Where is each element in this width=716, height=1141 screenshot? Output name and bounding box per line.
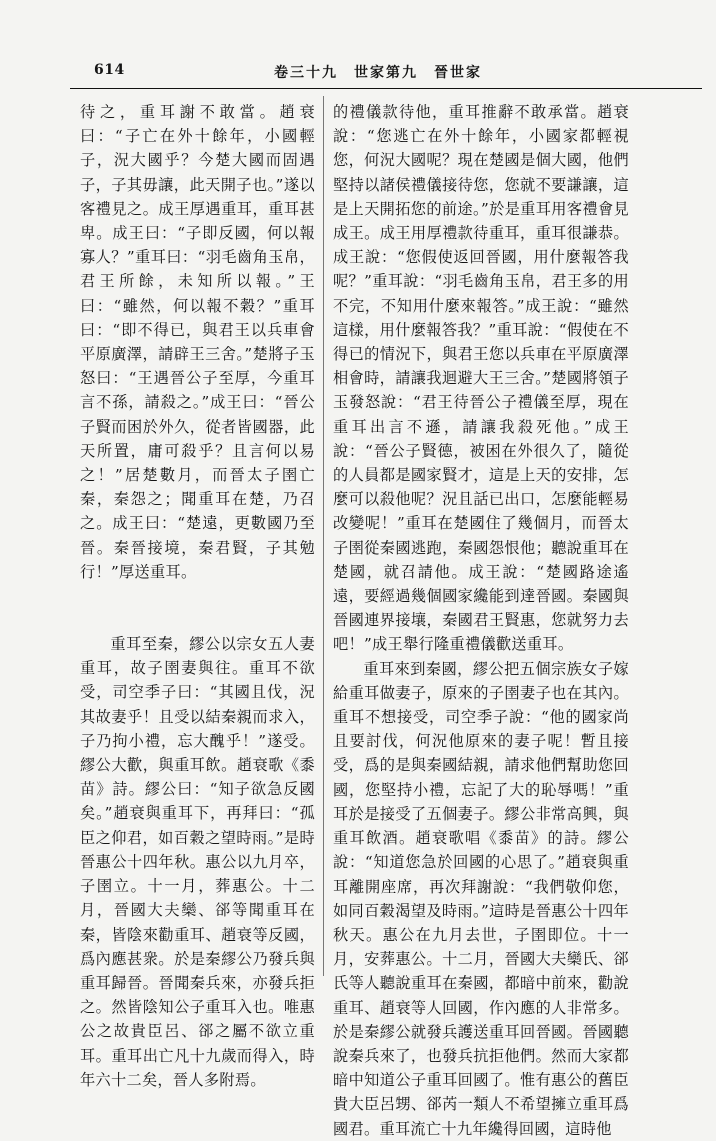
page-number: 614 [94, 62, 125, 78]
translation-paragraph: 重耳來到秦國，繆公把五個宗族女子嫁給重耳做妻子，原來的子圉妻子也在其內。重耳不想接受，司空季子說：“他的國家尚且要討伐，何況他原來的妻子呢！暫且接受，爲的是與秦國結親，請求他們幫助您回國，您堅持小禮，忘記了大的恥辱嗎！”重耳於是接受了五個妻子。繆公非常高興，與重耳飲酒。趙衰歌唱《黍苗》的詩。繆公說：“知道您急於回國的心思了。”趙衰與重耳離開座席，再次拜謝說：“我們敬仰您，如同百穀渴望及時雨。”這時是晉惠公十四年秋天。惠公在九月去世，子圉即位。十一月，安葬惠公。十二月，晉國大夫欒氏、郤氏等人聽說重耳在秦國，都暗中前來，勸說重耳、趙衰等人回國，作內應的人非常多。於是秦繆公就發兵護送重耳回晉國。晉國聽說秦兵來了，也發兵抗拒他們。然而大家都暗中知道公子重耳回國了。惟有惠公的舊臣貴大臣呂甥、郤芮一類人不希望擁立重耳爲國君。重耳流亡十九年纔得回國，這時他 [333, 659, 629, 1138]
running-header: 卷三十九 世家第九 晉世家 [274, 65, 482, 81]
classical-paragraph: 重耳至秦，繆公以宗女五人妻重耳，故子圉妻與往。重耳不欲受，司空季子曰：“其國且伐，況其故妻乎！且受以結秦親而求入，子乃拘小禮，忘大醜乎！”遂受。繆公大歡，與重耳飲。趙衰歌《黍苗》詩。繆公曰：“知子欲急反國矣。”趙衰與重耳下，再拜曰：“孤臣之仰君，如百穀之望時雨。”是時晉惠公十四年秋。惠公以九月卒，子圉立。十一月，葬惠公。十二月，晉國大夫欒、郤等聞重耳在秦，皆陰來勸重耳、趙衰等反國，爲內應甚衆。於是秦繆公乃發兵與重耳歸晉。晉聞秦兵來，亦發兵拒之。然皆陰知公子重耳入也。唯惠公之故貴臣呂、郤之屬不欲立重耳。重耳出亡凡十九歲而得入，時年六十二矣，晉人多附焉。 [80, 635, 315, 1089]
header-rule [70, 88, 702, 89]
translation-text-column [333, 100, 629, 1141]
classical-paragraph: 待之，重耳謝不敢當。趙衰曰：“子亡在外十餘年，小國輕子，況大國乎？今楚大國而固遇子，子其毋讓，此天開子也。”遂以客禮見之。成王厚遇重耳，重耳甚卑。成王曰：“子即反國，何以報寡人？”重耳曰：“羽毛齒角玉帛，君王所餘，未知所以報。”王曰：“雖然，何以報不穀？”重耳曰：“即不得已，與君王以兵車會平原廣澤，請辟王三舍。”楚將子玉怒曰：“王遇晉公子至厚，今重耳言不孫，請殺之。”成王曰：“晉公子賢而困於外久，從者皆國器，此天所置，庸可殺乎？且言何以易之！”居楚數月，而晉太子圉亡秦，秦怨之；聞重耳在楚，乃召之。成王曰：“楚遠，更數國乃至晉。秦晉接境，秦君賢，子其勉行！”厚送重耳。 [80, 103, 315, 581]
paragraph-gap [80, 584, 315, 632]
column-divider [323, 96, 324, 976]
classical-text-column [80, 100, 315, 1092]
translation-paragraph: 的禮儀款待他，重耳推辭不敢承當。趙衰說：“您逃亡在外十餘年，小國家都輕視您，何況大國呢？現在楚國是個大國，他們堅持以諸侯禮儀接待您，您就不要謙讓，這是上天開拓您的前途。”於是重耳用客禮會見成王。成王用厚禮款待重耳，重耳很謙恭。成王說：“您假使返回晉國，用什麼報答我呢？”重耳說：“羽毛齒角玉帛，君王多的用不完，不知用什麼來報答。”成王說：“雖然這樣，用什麼報答我？”重耳說：“假使在不得已的情況下，與君王您以兵車在平原廣澤相會時，請讓我迴避大王三舍。”楚國將領子玉發怒說：“君王待晉公子禮儀至厚，現在重耳出言不遜，請讓我殺死他。”成王說：“晉公子賢德，被困在外很久了，隨從的人員都是國家賢才，這是上天的安排，怎麼可以殺他呢？況且話已出口，怎麼能輕易改變呢！”重耳在楚國住了幾個月，而晉太子圉從秦國逃跑，秦國怨恨他；聽說重耳在楚國，就召請他。成王說：“楚國路途遙遠，要經過幾個國家纔能到達晉國。秦國與晉國連界接壤，秦國君王賢惠，您就努力去吧！”成王舉行隆重禮儀歡送重耳。 [333, 103, 629, 654]
